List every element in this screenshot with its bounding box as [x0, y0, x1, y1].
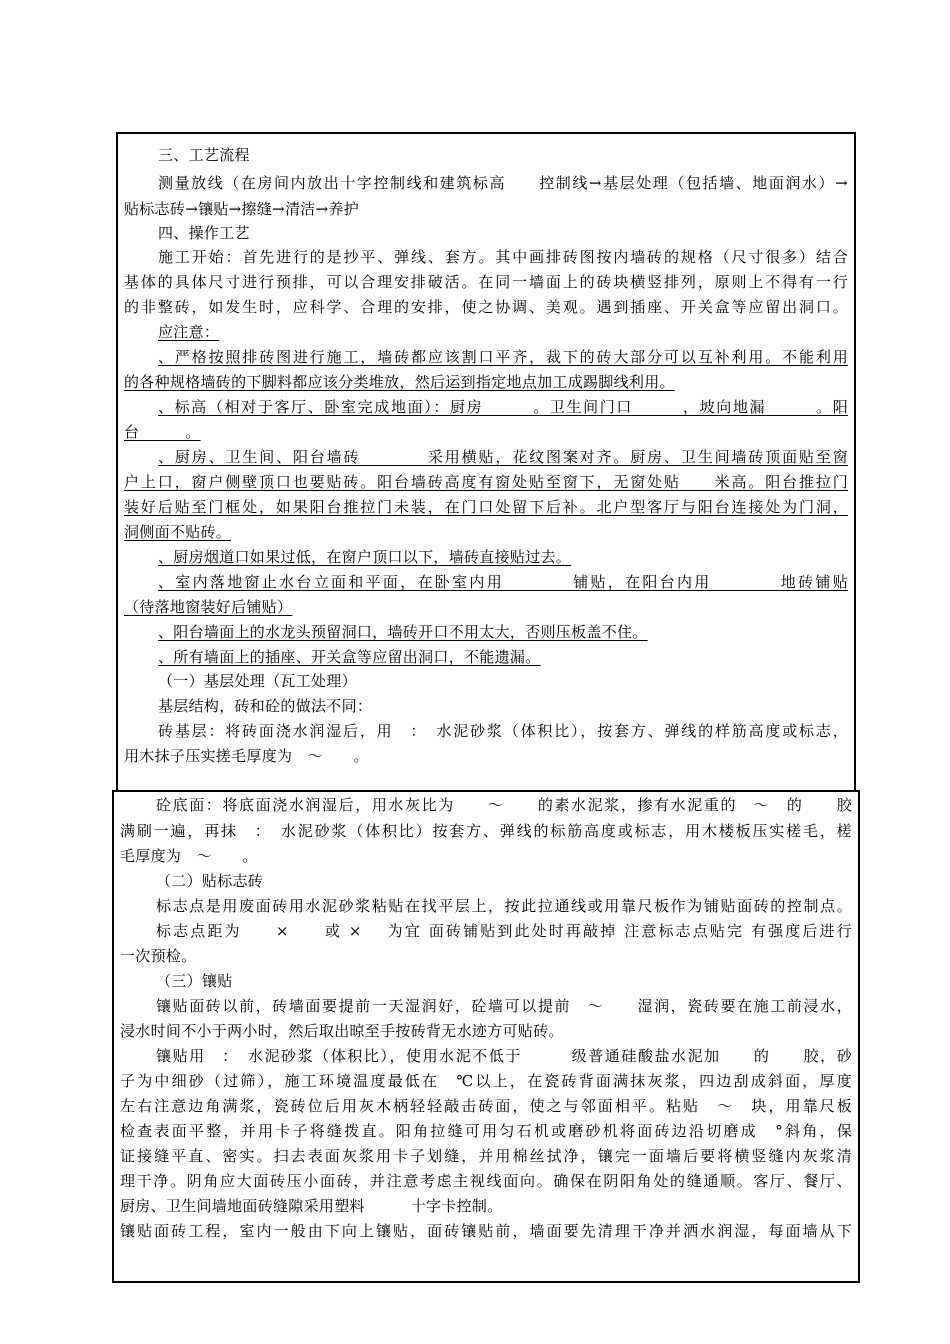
- text-line: 满刷一遍，再抹 ： 水泥砂浆（体积比）按套方、弹线的标筋高度或标志，用木楼板压实槎毛，槎: [120, 822, 852, 840]
- text-line: 一次预检。: [120, 947, 197, 965]
- heading-process: 三、工艺流程: [158, 146, 250, 164]
- text-line: 砼底面：将底面浇水润湿后，用水灰比为 ～ 的素水泥浆，掺有水泥重的 ～ 的 胶: [156, 796, 852, 814]
- text-line: 测量放线（在房间内放出十字控制线和建筑标高 控制线→基层处理（包括墙、地面润水）→: [158, 174, 848, 192]
- note-line: 、厨房烟道口如果过低，在窗户顶口以下，墙砖直接贴过去。: [158, 548, 572, 566]
- text-line: 检查表面平整，并用卡子将缝拨直。阳角拉缝可用匀石机或磨砂机将面砖边沿切磨成 °斜角，保: [120, 1122, 852, 1140]
- note-line: 的各种规格墙砖的下脚料都应该分类堆放，然后运到指定地点加工成踢脚线利用。: [124, 373, 675, 391]
- note-line: （待落地窗装好后铺贴）: [124, 598, 293, 616]
- note-line: 装好后贴至门框处，如果阳台推拉门未装，在门口处留下后补。北户型客厅与阳台连接处为门洞，: [124, 498, 848, 516]
- text-line: 子为中细砂（过筛），施工环境温度最低在 ℃以上，在瓷砖背面满抹灰浆，四边刮成斜面，厚度: [120, 1072, 852, 1090]
- text-line: 镶贴面砖以前，砖墙面要提前一天湿润好，砼墙可以提前 ～ 湿润，瓷砖要在施工前浸水，: [156, 997, 852, 1015]
- note-line: 台 。: [124, 423, 201, 441]
- text-line: 基层结构，砖和砼的做法不同：: [158, 697, 373, 715]
- text-line: 用木抹子压实搓毛厚度为 ～ 。: [124, 747, 369, 765]
- text-line: 毛厚度为 ～ 。: [120, 847, 258, 865]
- note-line: 洞侧面不贴砖。: [124, 523, 232, 541]
- subheading-tiling: （三）镶贴: [156, 972, 233, 990]
- note-line: 、严格按照排砖图进行施工，墙砖都应该割口平齐，裁下的砖大部分可以互补利用。不能利用: [158, 348, 848, 366]
- subheading-base: （一）基层处理（瓦工处理）: [158, 672, 357, 690]
- note-heading: 应注意：: [158, 323, 220, 341]
- text-line: 砖基层：将砖面浇水润湿后，用 ： 水泥砂浆（体积比），按套方、弹线的样筋高度或标志，: [158, 722, 848, 740]
- text-line: 浸水时间不小于两小时，然后取出晾至手按砖背无水迹方可贴砖。: [120, 1022, 564, 1040]
- text-line: 施工开始：首先进行的是抄平、弹线、套方。其中画排砖图按内墙砖的规格（尺寸很多）结合: [158, 248, 848, 266]
- subheading-marker-tiles: （二）贴标志砖: [156, 872, 264, 890]
- text-line: 的非整砖，如发生时，应科学、合理的安排，使之协调、美观。遇到插座、开关盒等应留出洞口。: [124, 298, 848, 316]
- text-line: 标志点距为 × 或 × 为宜 面砖铺贴到此处时再敲掉 注意标志点贴完 有强度后进行: [156, 922, 852, 940]
- text-line: 贴标志砖→镶贴→擦缝→清洁→养护: [124, 200, 360, 218]
- note-line: 户上口，窗户侧壁顶口也要贴砖。阳台墙砖高度有窗处贴至窗下，无窗处贴 米高。阳台推拉门: [124, 473, 848, 491]
- note-line: 、标高（相对于客厅、卧室完成地面）：厨房 。卫生间门口 ，坡向地漏 。阳: [158, 398, 848, 416]
- note-line: 、所有墙面上的插座、开关盒等应留出洞口，不能遗漏。: [158, 648, 541, 666]
- heading-operation: 四、操作工艺: [158, 224, 250, 242]
- text-line: 镶贴面砖工程，室内一般由下向上镶贴，面砖镶贴前，墙面要先清理干净并洒水润湿，每面墙从下: [120, 1222, 852, 1240]
- note-line: 、厨房、卫生间、阳台墙砖 采用横贴，花纹图案对齐。厨房、卫生间墙砖顶面贴至窗: [158, 448, 848, 466]
- text-line: 证接缝平直、密实。扫去表面灰浆用卡子划缝，并用棉丝拭净，镶完一面墙后要将横竖缝内灰浆清: [120, 1147, 852, 1165]
- text-line: 镶贴用 ： 水泥砂浆（体积比），使用水泥不低于 级普通硅酸盐水泥加 的 胶，砂: [156, 1047, 852, 1065]
- text-line: 基体的具体尺寸进行预排，可以合理安排破活。在同一墙面上的砖块横竖排列，原则上不得有一行: [124, 273, 848, 291]
- text-line: 理干净。阴角应大面砖压小面砖，并注意考虑主视线面向。确保在阴阳角处的缝通顺。客厅、餐厅、: [120, 1172, 852, 1190]
- note-line: 、室内落地窗止水台立面和平面，在卧室内用 铺贴，在阳台内用 地砖铺贴: [158, 573, 848, 591]
- text-line: 标志点是用废面砖用水泥砂浆粘贴在找平层上，按此拉通线或用靠尺板作为铺贴面砖的控制点。: [156, 897, 852, 915]
- text-line: 厨房、卫生间墙地面砖缝隙采用塑料 十字卡控制。: [120, 1197, 503, 1215]
- note-line: 、阳台墙面上的水龙头预留洞口，墙砖开口不用太大，否则压板盖不住。: [158, 623, 648, 641]
- text-line: 左右注意边角满浆，瓷砖位后用灰木柄轻轻敲击砖面，使之与邻面相平。粘贴 ～ 块，用靠尺板: [120, 1097, 852, 1115]
